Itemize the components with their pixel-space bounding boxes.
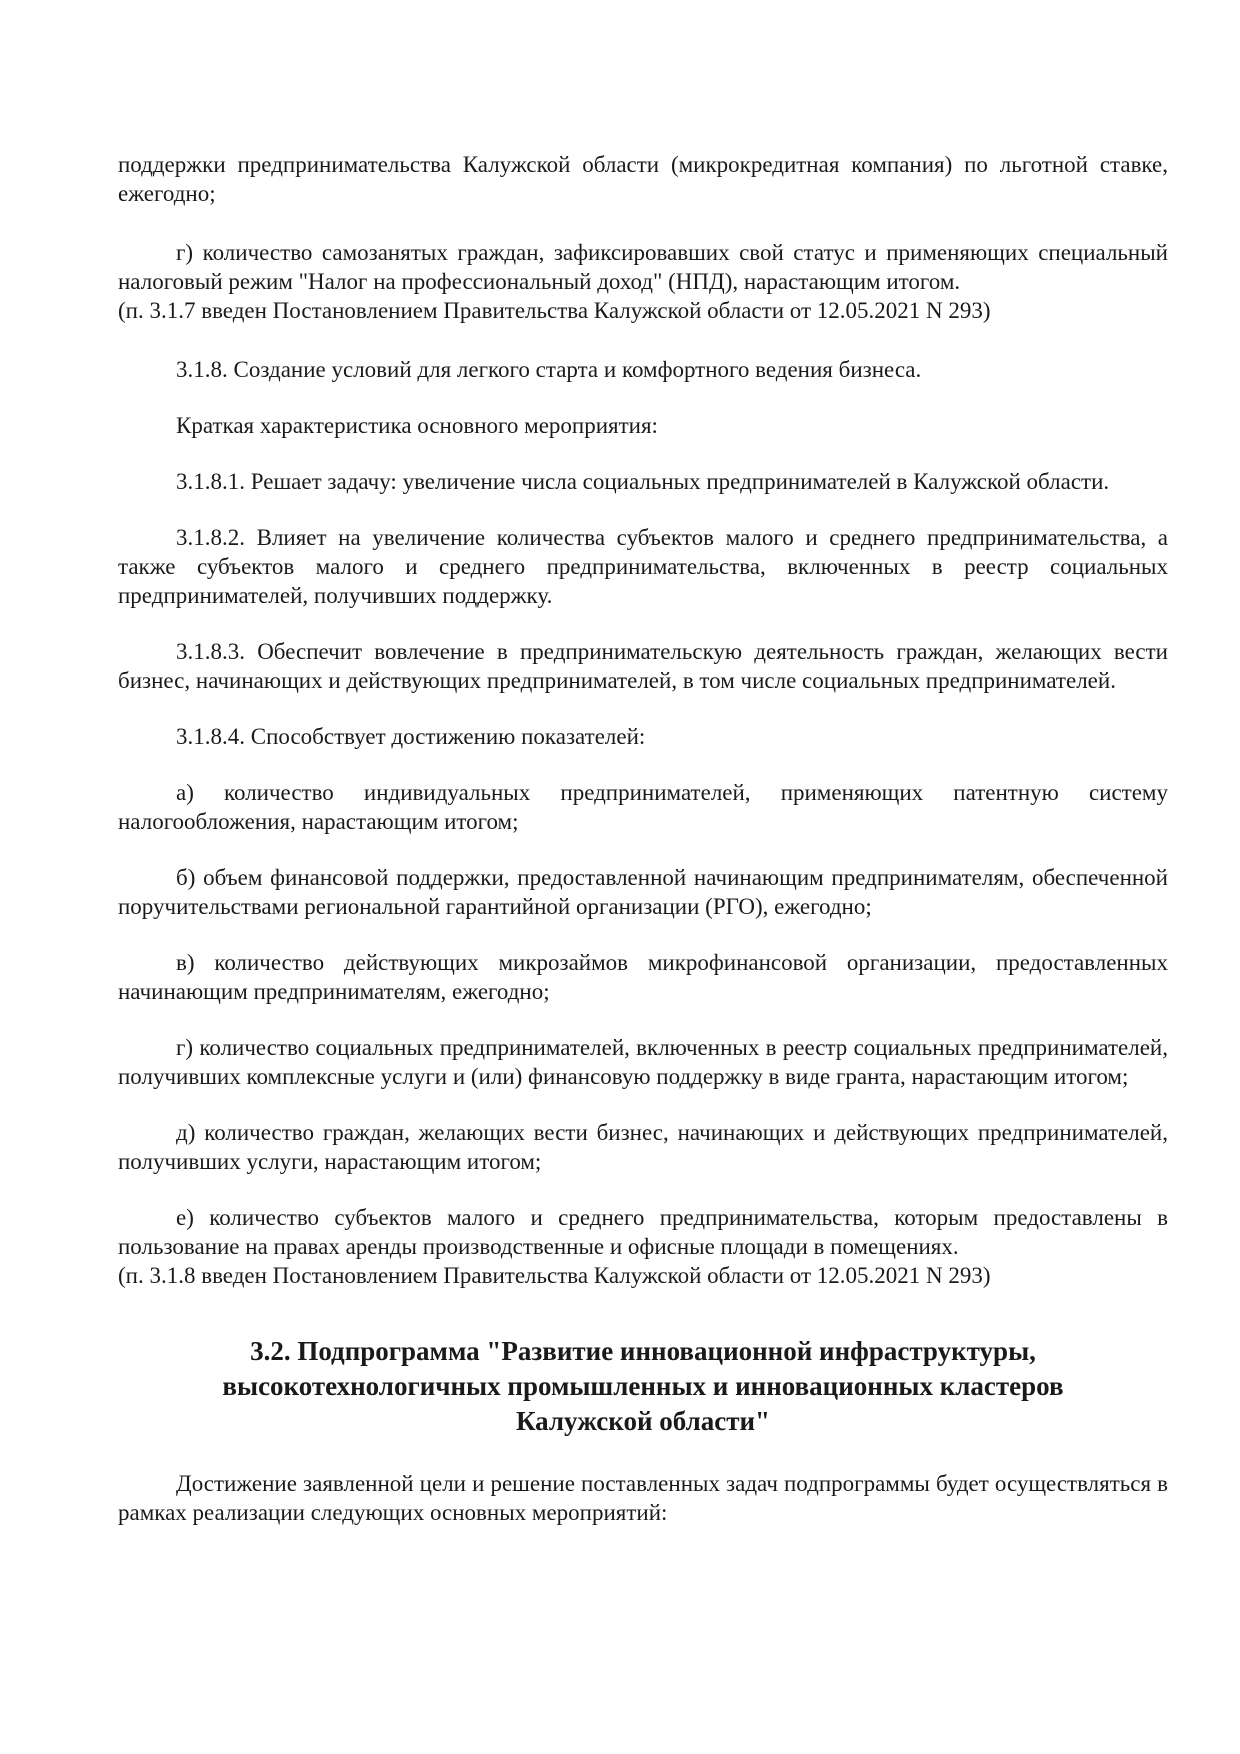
- paragraph-3-1-8-4: 3.1.8.4. Способствует достижению показателей:: [176, 724, 646, 749]
- paragraph-item-g-self-employed: г) количество самозанятых граждан, зафиксировавших свой статус и применяющих специальный налоговый режим "Налог на профессиональный доход" (НПД), нарастающим итогом.: [118, 240, 1168, 294]
- paragraph-item-b: б) объем финансовой поддержки, предоставленной начинающим предпринимателям, обеспеченной поручительствами региональной гарантийной организации (РГО), ежегодно;: [118, 865, 1168, 919]
- paragraph-3-1-8-2: 3.1.8.2. Влияет на увеличение количества субъектов малого и среднего предпринимательства, а также субъектов малого и среднего предпринимательства, включенных в реестр социальных предпринимателей, получивших поддержку.: [118, 525, 1168, 608]
- paragraph-3-1-8-3: 3.1.8.3. Обеспечит вовлечение в предпринимательскую деятельность граждан, желающих вести бизнес, начинающих и действующих предпринимателей, в том числе социальных предпринимателей.: [118, 639, 1168, 693]
- paragraph-item-d: д) количество граждан, желающих вести бизнес, начинающих и действующих предпринимателей, получивших услуги, нарастающим итогом;: [118, 1120, 1168, 1174]
- amendment-note-3-1-8: (п. 3.1.8 введен Постановлением Правительства Калужской области от 12.05.2021 N 293): [118, 1263, 991, 1288]
- paragraph-item-e: е) количество субъектов малого и среднего предпринимательства, которым предоставлены в пользование на правах аренды производственные и офисные площади в помещениях.: [118, 1205, 1168, 1259]
- amendment-note-3-1-7: (п. 3.1.7 введен Постановлением Правительства Калужской области от 12.05.2021 N 293): [118, 298, 991, 323]
- section-heading-3-2: 3.2. Подпрограмма "Развитие инновационной инфраструктуры, высокотехнологичных промышленных и инновационных кластеров Калужской области": [222, 1336, 1064, 1436]
- paragraph-final: Достижение заявленной цели и решение поставленных задач подпрограммы будет осуществляться в рамках реализации следующих основных мероприятий:: [118, 1471, 1168, 1525]
- paragraph-3-1-8: 3.1.8. Создание условий для легкого старта и комфортного ведения бизнеса.: [176, 357, 922, 382]
- paragraph-item-v: в) количество действующих микрозаймов микрофинансовой организации, предоставленных начинающим предпринимателям, ежегодно;: [118, 950, 1168, 1004]
- paragraph-3-1-8-1: 3.1.8.1. Решает задачу: увеличение числа социальных предпринимателей в Калужской области.: [176, 469, 1110, 494]
- paragraph-brief-characteristic: Краткая характеристика основного мероприятия:: [176, 413, 658, 438]
- paragraph-continuation: поддержки предпринимательства Калужской области (микрокредитная компания) по льготной ставке, ежегодно;: [118, 152, 1168, 206]
- paragraph-item-g-social: г) количество социальных предпринимателей, включенных в реестр социальных предпринимателей, получивших комплексные услуги и (или) финансовую поддержку в виде гранта, нарастающим итогом;: [118, 1035, 1168, 1089]
- paragraph-item-a: а) количество индивидуальных предпринимателей, применяющих патентную систему налогообложения, нарастающим итогом;: [118, 780, 1168, 834]
